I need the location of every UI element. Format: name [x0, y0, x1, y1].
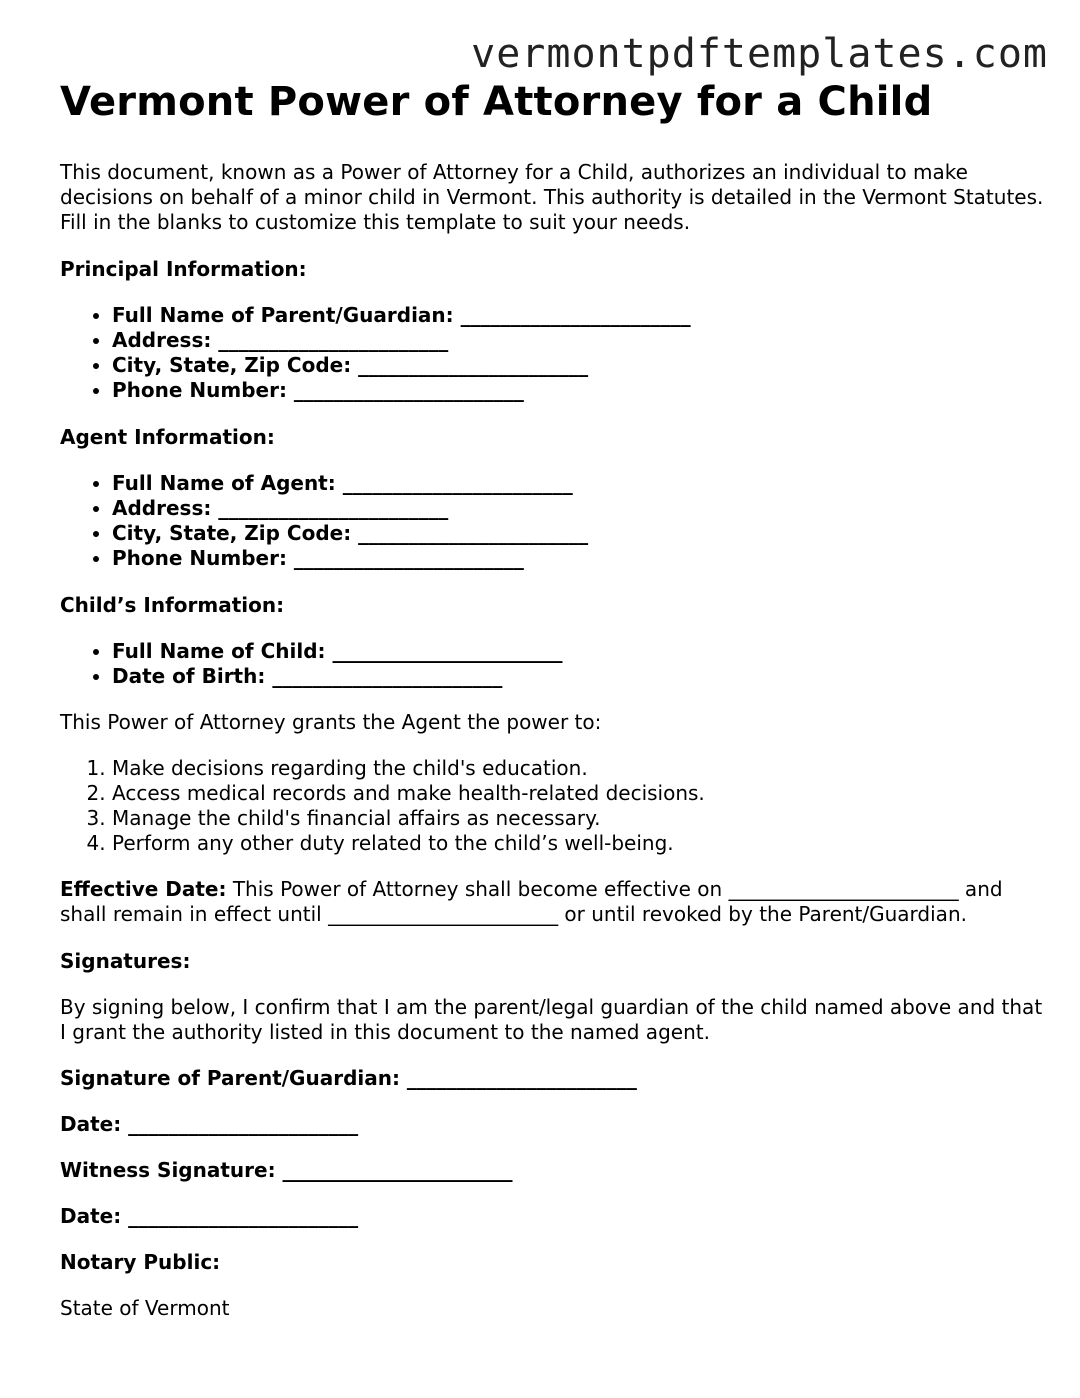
- principal-address-field: • Address: _______________________: [112, 328, 1050, 353]
- effective-date-paragraph: [60, 877, 1050, 927]
- child-name-field: • Full Name of Child: _______________________: [112, 639, 1050, 664]
- agent-fields-list: [60, 471, 1050, 571]
- power-item: 4. Perform any other duty related to the child’s well-being.: [112, 831, 1050, 856]
- notary-state: State of Vermont: [60, 1296, 230, 1320]
- agent-heading: Agent Information:: [60, 425, 275, 449]
- watermark-site-name: vermontpdftemplates.com: [471, 31, 1048, 77]
- document-page: [60, 78, 1050, 1321]
- intro-paragraph: This document, known as a Power of Attorney for a Child, authorizes an individual to make decisions on behalf of a minor child in Vermont. This authority is detailed in the Vermont Statutes. Fill in the blanks to customize this template to suit your needs.: [60, 160, 1044, 234]
- parent-signature-line: Signature of Parent/Guardian: _______________________: [60, 1066, 637, 1090]
- principal-fields-list: [60, 303, 1050, 403]
- notary-heading: Notary Public:: [60, 1250, 221, 1274]
- witness-signature-line: Witness Signature: _______________________: [60, 1158, 513, 1182]
- agent-phone-field: • Phone Number: _______________________: [112, 546, 1050, 571]
- signatures-heading: Signatures:: [60, 949, 191, 973]
- child-dob-field: • Date of Birth: _______________________: [112, 664, 1050, 689]
- principal-phone-field: • Phone Number: _______________________: [112, 378, 1050, 403]
- effective-date-label: Effective Date:: [60, 877, 227, 901]
- effective-date-text: This Power of Attorney shall become effective on _______________________ and shall remain in effect until _______________________ or until revoked by the Parent/Guardian.: [60, 877, 1003, 926]
- parent-date-line: Date: _______________________: [60, 1112, 359, 1136]
- principal-name-field: • Full Name of Parent/Guardian: _______________________: [112, 303, 1050, 328]
- power-item: 3. Manage the child's financial affairs as necessary.: [112, 806, 1050, 831]
- document-title: Vermont Power of Attorney for a Child: [60, 79, 933, 125]
- child-heading: Child’s Information:: [60, 593, 285, 617]
- powers-list: [60, 756, 1050, 856]
- power-item: 1. Make decisions regarding the child's education.: [112, 756, 1050, 781]
- signatures-paragraph: By signing below, I confirm that I am the parent/legal guardian of the child named above and that I grant the authority listed in this document to the named agent.: [60, 995, 1043, 1044]
- principal-heading: Principal Information:: [60, 257, 307, 281]
- agent-city-field: • City, State, Zip Code: _______________________: [112, 521, 1050, 546]
- child-fields-list: [60, 639, 1050, 689]
- power-item: 2. Access medical records and make health-related decisions.: [112, 781, 1050, 806]
- agent-address-field: • Address: _______________________: [112, 496, 1050, 521]
- powers-intro: This Power of Attorney grants the Agent the power to:: [60, 710, 602, 734]
- agent-name-field: • Full Name of Agent: _______________________: [112, 471, 1050, 496]
- witness-date-line: Date: _______________________: [60, 1204, 359, 1228]
- principal-city-field: • City, State, Zip Code: _______________________: [112, 353, 1050, 378]
